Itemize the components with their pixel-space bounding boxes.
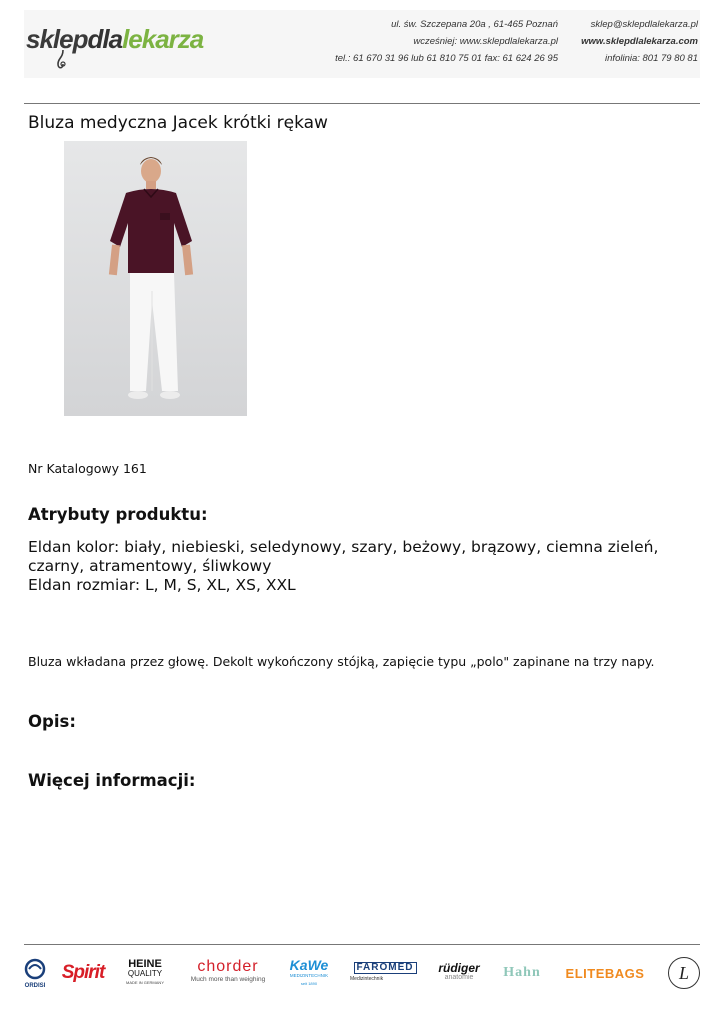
brand-kawe[interactable] — [284, 950, 334, 996]
brand-rudiger[interactable] — [434, 950, 484, 996]
logo-part-lekarza: lekarza — [122, 24, 204, 54]
round-logo-badge — [668, 957, 700, 989]
stethoscope-icon — [56, 50, 70, 72]
website-link[interactable]: www.sklepdlalekarza.com — [581, 36, 698, 47]
chorder-tagline: Much more than weighing — [190, 976, 266, 983]
rudiger-label: rüdiger — [438, 961, 480, 975]
former-website-text: wcześniej: www.sklepdlalekarza.pl — [413, 36, 558, 47]
catalog-number: Nr Katalogowy 161 — [28, 461, 147, 476]
brand-hahn[interactable] — [498, 950, 546, 996]
chorder-label: chorder — [197, 958, 259, 975]
email-link[interactable]: sklep@sklepdlalekarza.pl — [590, 19, 698, 30]
product-photo — [64, 141, 247, 416]
brand-chorder[interactable] — [182, 950, 274, 996]
opis-heading: Opis: — [28, 712, 76, 731]
attributes-block — [28, 538, 698, 595]
product-photo-illustration — [64, 141, 247, 416]
elitebags-label: ELITEBAGS — [565, 965, 645, 981]
brand-ordisi[interactable] — [22, 950, 48, 996]
site-header — [24, 10, 700, 78]
heine-quality-label: QUALITY — [127, 968, 163, 978]
heine-made-label: MADE IN GERMANY — [125, 979, 164, 985]
more-info-heading: Więcej informacji: — [28, 771, 196, 790]
brand-faromed[interactable] — [346, 950, 424, 996]
hahn-label: Hahn — [503, 965, 541, 980]
kawe-label: KaWe — [289, 957, 329, 973]
kawe-year-label: seit 1890 — [300, 981, 318, 986]
hotline-text: infolinia: 801 79 80 81 — [605, 53, 698, 64]
product-title: Bluza medyczna Jacek krótki rękaw — [28, 113, 328, 133]
color-attribute: Eldan kolor: biały, niebieski, seledynowy, szary, beżowy, brązowy, ciemna zieleń, czarny, atramentowy, śliwkowy — [28, 538, 659, 575]
round-logo-letter: L — [678, 962, 689, 983]
ordisi-label: ORDISI — [24, 983, 46, 989]
product-description: Bluza wkładana przez głowę. Dekolt wykończony stójką, zapięcie typu „polo" zapinane na trzy napy. — [28, 654, 655, 669]
header-divider — [24, 103, 700, 104]
spirit-label: Spirit — [61, 962, 105, 983]
logo-part-sklep: sklep — [26, 24, 88, 54]
size-attribute: Eldan rozmiar: L, M, S, XL, XS, XXL — [28, 576, 296, 594]
heine-label: HEINE — [128, 957, 162, 970]
faromed-label: FAROMED — [354, 962, 417, 974]
ordisi-swirl-icon — [24, 957, 46, 983]
brand-heine[interactable] — [116, 950, 174, 996]
site-logo[interactable] — [26, 24, 203, 55]
brand-spirit[interactable] — [56, 950, 110, 996]
brand-round-logo[interactable] — [666, 950, 702, 996]
brand-logos — [22, 950, 702, 996]
logo-part-dla: dla — [87, 24, 123, 54]
faromed-sub-label: Medizintechnik — [350, 976, 384, 982]
contact-address-block — [324, 16, 558, 67]
attributes-heading: Atrybuty produktu: — [28, 505, 208, 524]
brand-elitebags[interactable] — [556, 950, 654, 996]
rudiger-sub-label: anatomie — [444, 974, 474, 981]
contact-online-block — [564, 16, 698, 67]
footer-divider — [24, 944, 700, 945]
phone-text: tel.: 61 670 31 96 lub 61 810 75 01 fax: 61 624 26 95 — [335, 53, 558, 64]
kawe-sub-label: MEDIZINTECHNIK — [289, 973, 329, 978]
address-text: ul. św. Szczepana 20a , 61-465 Poznań — [391, 19, 558, 30]
